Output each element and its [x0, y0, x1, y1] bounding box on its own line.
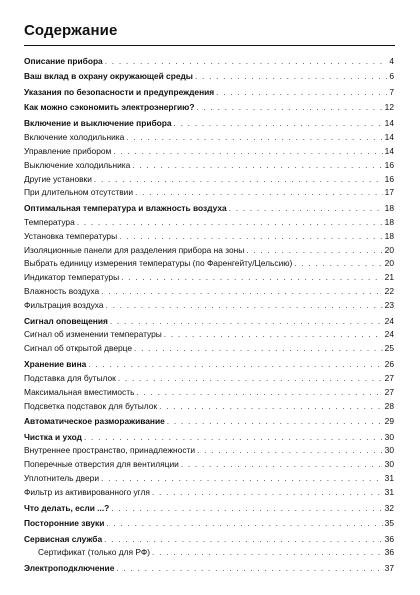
toc-page-number: 23 [384, 300, 394, 311]
toc-entry-title: Выключение холодильника [24, 159, 131, 170]
toc-entry-title: Подсветка подставок для бутылок [24, 400, 158, 411]
toc-page-number: 36 [384, 547, 394, 558]
toc-entry-title: Индикатор температуры [24, 272, 120, 283]
toc-page-number: 18 [384, 216, 394, 227]
toc-dot-leader [110, 315, 383, 329]
toc-page-number: 14 [384, 145, 394, 156]
toc-section-entry[interactable] [24, 415, 394, 429]
toc-dot-leader [106, 517, 382, 531]
toc-page-number: 16 [384, 159, 394, 170]
toc-entry-title: Установка температуры [24, 230, 118, 241]
toc-subsection-entry[interactable] [24, 173, 394, 187]
toc-section-entry[interactable] [24, 517, 394, 531]
toc-page-number: 29 [384, 416, 394, 427]
toc-dot-leader [106, 299, 383, 313]
toc-dot-leader [229, 202, 383, 216]
toc-section-entry[interactable] [24, 315, 394, 329]
toc-page-number: 20 [384, 258, 394, 269]
toc-dot-leader [119, 230, 383, 244]
toc-page-number: 32 [384, 502, 394, 513]
toc-entry-title: Выбрать единицу измерения температуры (по Фаренгейту/Цельсию) [24, 258, 293, 269]
toc-dot-leader [196, 101, 382, 115]
toc-entry-title: Включение холодильника [24, 131, 125, 142]
toc-dot-leader [152, 546, 383, 560]
toc-page-number: 31 [384, 473, 394, 484]
toc-dot-leader [77, 216, 383, 230]
toc-page-number: 30 [384, 431, 394, 442]
toc-subsection-entry[interactable] [24, 145, 394, 159]
toc-subsection-entry[interactable] [24, 458, 394, 472]
toc-dot-leader [121, 271, 383, 285]
toc-section-entry[interactable] [24, 86, 394, 100]
toc-page-number: 21 [384, 272, 394, 283]
toc-dot-leader [167, 415, 383, 429]
toc-page-number: 14 [384, 131, 394, 142]
toc-section-entry[interactable] [24, 431, 394, 445]
toc-subsection-entry[interactable] [24, 257, 394, 271]
toc-page-number: 16 [384, 173, 394, 184]
toc-entry-title: Включение и выключение прибора [24, 117, 172, 128]
toc-section-entry[interactable] [24, 70, 394, 84]
toc-page-number: 7 [389, 86, 394, 97]
toc-subsection-entry[interactable] [24, 444, 394, 458]
toc-entry-title: Ваш вклад в охрану окружающей среды [24, 71, 193, 82]
title-underline [24, 45, 395, 46]
toc-subsection-entry[interactable] [24, 372, 394, 386]
toc-entry-title: Что делать, если ...? [24, 502, 110, 513]
toc-section-entry[interactable] [24, 562, 394, 576]
toc-page-number: 4 [389, 56, 394, 66]
toc-dot-leader [94, 173, 383, 187]
toc-page-number: 12 [384, 102, 394, 113]
toc-page-number: 30 [384, 445, 394, 456]
toc-entry-title: Оптимальная температура и влажность воздуха [24, 202, 227, 213]
toc-entry-title: Подставка для бутылок [24, 372, 116, 383]
toc-dot-leader [101, 472, 383, 486]
toc-subsection-entry[interactable] [24, 546, 394, 560]
page-title: Содержание [24, 22, 118, 39]
toc-dot-leader [135, 186, 383, 200]
toc-subsection-entry[interactable] [24, 271, 394, 285]
toc-subsection-entry[interactable] [24, 486, 394, 500]
toc-entry-title: Сервисная служба [24, 533, 103, 544]
toc-entry-title: Как можно сэкономить электроэнергию? [24, 102, 195, 113]
toc-subsection-entry[interactable] [24, 342, 394, 356]
toc-dot-leader [174, 117, 383, 131]
toc-dot-leader [105, 55, 388, 69]
toc-page-number: 6 [389, 71, 394, 82]
toc-page-number: 35 [384, 518, 394, 529]
toc-subsection-entry[interactable] [24, 230, 394, 244]
toc-subsection-entry[interactable] [24, 285, 394, 299]
toc-dot-leader [111, 502, 382, 516]
toc-entry-title: Фильтрация воздуха [24, 300, 104, 311]
toc-section-entry[interactable] [24, 101, 394, 115]
table-of-contents [24, 55, 394, 576]
toc-entry-title: Изоляционные панели для разделения прибора на зоны [24, 244, 245, 255]
toc-entry-title: Электроподключение [24, 562, 115, 573]
toc-dot-leader [118, 372, 383, 386]
toc-dot-leader [294, 257, 382, 271]
toc-entry-title: Внутреннее пространство, принадлежности [24, 445, 196, 456]
toc-subsection-entry[interactable] [24, 299, 394, 313]
toc-subsection-entry[interactable] [24, 400, 394, 414]
toc-subsection-entry[interactable] [24, 131, 394, 145]
toc-dot-leader [152, 486, 383, 500]
toc-section-entry[interactable] [24, 502, 394, 516]
toc-subsection-entry[interactable] [24, 244, 394, 258]
toc-dot-leader [101, 285, 383, 299]
toc-dot-leader [195, 70, 387, 84]
toc-dot-leader [159, 400, 383, 414]
toc-page-number: 28 [384, 400, 394, 411]
toc-subsection-entry[interactable] [24, 472, 394, 486]
toc-dot-leader [126, 131, 382, 145]
toc-page-number: 30 [384, 459, 394, 470]
toc-entry-title: Хранение вина [24, 358, 87, 369]
toc-entry-title: Сигнал об открытой дверце [24, 343, 133, 354]
toc-page-number: 18 [384, 230, 394, 241]
toc-entry-title: Другие установки [24, 173, 92, 184]
toc-subsection-entry[interactable] [24, 186, 394, 200]
toc-section-entry[interactable] [24, 202, 394, 216]
toc-dot-leader [88, 358, 382, 372]
toc-entry-title: Влажность воздуха [24, 286, 100, 297]
toc-dot-leader [104, 533, 383, 547]
toc-page-number: 37 [384, 562, 394, 573]
toc-dot-leader [113, 145, 382, 159]
toc-dot-leader [134, 342, 383, 356]
toc-entry-title: Посторонние звуки [24, 518, 105, 529]
toc-entry-title: Уплотнитель двери [24, 473, 100, 484]
toc-entry-title: Сигнал оповещения [24, 315, 108, 326]
toc-section-entry[interactable] [24, 117, 394, 131]
toc-entry-title: При длительном отсутствии [24, 187, 134, 198]
toc-entry-title: Сертификат (только для РФ) [38, 547, 151, 558]
toc-section-entry[interactable] [24, 533, 394, 547]
toc-page-number: 22 [384, 286, 394, 297]
toc-entry-title: Температура [24, 216, 75, 227]
toc-page-number: 18 [384, 202, 394, 213]
toc-entry-title: Описание прибора [24, 56, 103, 66]
toc-entry-title: Указания по безопасности и предупреждения [24, 86, 215, 97]
toc-section-entry[interactable] [24, 55, 394, 69]
toc-page-number: 14 [384, 117, 394, 128]
toc-page-number: 27 [384, 386, 394, 397]
toc-dot-leader [164, 328, 383, 342]
toc-entry-title: Автоматическое размораживание [24, 416, 165, 427]
toc-entry-title: Максимальная вместимость [24, 386, 135, 397]
toc-page-number: 26 [384, 358, 394, 369]
toc-entry-title: Управление прибором [24, 145, 112, 156]
toc-dot-leader [181, 458, 383, 472]
toc-page-number: 25 [384, 343, 394, 354]
toc-page-number: 24 [384, 329, 394, 340]
toc-section-entry[interactable] [24, 358, 394, 372]
toc-entry-title: Чистка и уход [24, 431, 82, 442]
toc-dot-leader [246, 244, 382, 258]
toc-page-number: 24 [384, 315, 394, 326]
toc-subsection-entry[interactable] [24, 386, 394, 400]
toc-dot-leader [197, 444, 383, 458]
toc-dot-leader [132, 159, 382, 173]
toc-entry-title: Поперечные отверстия для вентиляции [24, 459, 179, 470]
toc-page-number: 27 [384, 372, 394, 383]
toc-page-number: 17 [384, 187, 394, 198]
toc-page-number: 36 [384, 533, 394, 544]
toc-page-number: 31 [384, 487, 394, 498]
toc-dot-leader [136, 386, 382, 400]
toc-page-number: 20 [384, 244, 394, 255]
toc-subsection-entry[interactable] [24, 216, 394, 230]
toc-dot-leader [116, 562, 382, 576]
toc-dot-leader [84, 431, 383, 445]
toc-subsection-entry[interactable] [24, 159, 394, 173]
toc-entry-title: Сигнал об изменении температуры [24, 329, 162, 340]
toc-dot-leader [216, 86, 387, 100]
toc-subsection-entry[interactable] [24, 328, 394, 342]
toc-entry-title: Фильтр из активированного угля [24, 487, 150, 498]
